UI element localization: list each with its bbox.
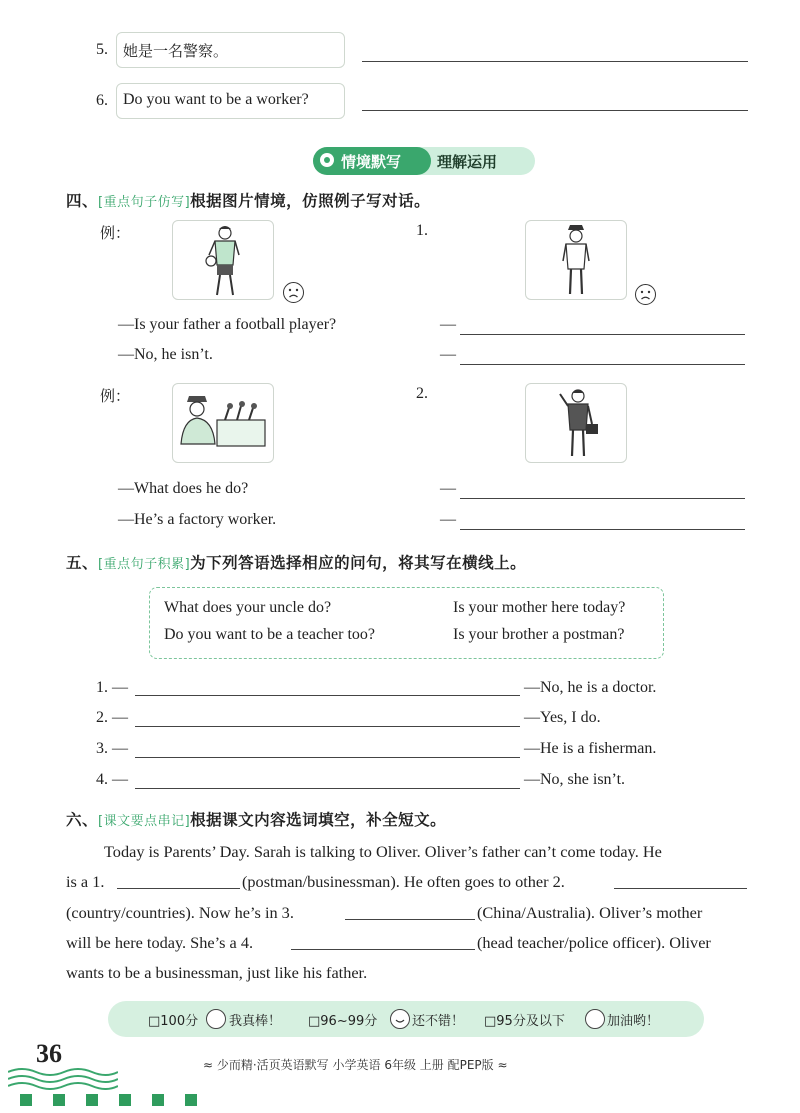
example-2-answer: —He’s a factory worker. — [118, 511, 277, 528]
item-6-text: Do you want to be a worker? — [123, 91, 309, 108]
passage-line-3a: (country/countries). Now he’s in 3. — [66, 903, 294, 922]
option-4: Is your brother a postman? — [453, 626, 625, 643]
example-1-label: 例： — [100, 224, 131, 242]
q5-item-4-number: 4. — — [96, 771, 128, 788]
passage-line-4b: (head teacher/police officer). Oliver — [477, 933, 711, 952]
footer-square — [20, 1094, 32, 1106]
score-96-99-comment: 还不错！ — [412, 1014, 465, 1029]
factory-worker-picture — [172, 383, 274, 463]
score-96-99[interactable]: □96~99分 — [308, 1014, 378, 1029]
blank-2-line[interactable] — [614, 888, 747, 889]
q5-item-3-number: 3. — — [96, 740, 128, 757]
score-95-below[interactable]: □95分及以下 — [484, 1014, 565, 1029]
q5-item-3-line[interactable] — [135, 757, 520, 758]
passage-line-5: wants to be a businessman, just like his father. — [66, 963, 368, 982]
passage-line-4a: will be here today. She’s a 4. — [66, 933, 254, 952]
smile-face-icon — [390, 1009, 410, 1029]
q5-item-4-answer: —No, she isn’t. — [524, 771, 626, 788]
q5-item-1-number: 1. — — [96, 679, 128, 696]
item-5-text: 她是一名警察。 — [123, 42, 229, 60]
score-100[interactable]: □100分 — [148, 1014, 199, 1029]
q5-item-1-answer: —No, he is a doctor. — [524, 679, 657, 696]
example-2-question: —What does he do? — [118, 480, 249, 497]
options-box — [149, 587, 664, 659]
blank-3-line[interactable] — [345, 919, 475, 920]
footer-square — [152, 1094, 164, 1106]
passage-line-2a: is a 1. — [66, 872, 105, 891]
q5-item-1-line[interactable] — [135, 695, 520, 696]
q5-item-3-answer: —He is a fisherman. — [524, 740, 657, 757]
score-bar — [108, 1001, 704, 1037]
passage-line-3b: (China/Australia). Oliver’s mother — [477, 903, 703, 922]
section-6-tag: [课文要点串记] — [98, 814, 191, 829]
example-1-answer: —No, he isn’t. — [118, 346, 213, 363]
section-5-heading: 五、[重点句子积累]为下列答语选择相应的问句，将其写在横线上。 — [66, 554, 527, 572]
businessman-picture — [525, 383, 627, 463]
item-1-answer-line[interactable] — [460, 364, 745, 365]
police-officer-picture — [525, 220, 627, 300]
item-2-answer-line[interactable] — [460, 529, 745, 530]
section-banner — [313, 147, 535, 175]
item-2-dash-q: — — [440, 480, 456, 497]
section-6-heading: 六、[课文要点串记]根据课文内容选词填空，补全短文。 — [66, 811, 447, 829]
footer-square — [53, 1094, 65, 1106]
option-2: Is your mother here today? — [453, 599, 626, 616]
banner-right-text: 理解运用 — [437, 153, 498, 171]
thumbs-up-icon — [206, 1009, 226, 1029]
footer-square — [119, 1094, 131, 1106]
example-1-question: —Is your father a football player? — [118, 316, 337, 333]
item-6-number: 6. — [96, 92, 108, 109]
item-5-number: 5. — [96, 41, 108, 58]
q5-item-4-line[interactable] — [135, 788, 520, 789]
item-2-dash-a: — — [440, 511, 456, 528]
item-2-number: 2. — [416, 385, 428, 402]
option-1: What does your uncle do? — [164, 599, 332, 616]
football-player-picture — [172, 220, 274, 300]
option-3: Do you want to be a teacher too? — [164, 626, 376, 643]
sad-face-icon — [283, 282, 304, 303]
q5-item-2-answer: —Yes, I do. — [524, 709, 601, 726]
section-5-tag: [重点句子积累] — [98, 557, 191, 572]
section-4-tag: [重点句子仿写] — [98, 195, 191, 210]
item-1-dash-q: — — [440, 316, 456, 333]
score-95-below-comment: 加油哟！ — [607, 1014, 660, 1029]
item-1-question-line[interactable] — [460, 334, 745, 335]
passage-line-2b: (postman/businessman). He often goes to other 2. — [242, 872, 565, 891]
footer-square — [185, 1094, 197, 1106]
item-2-question-line[interactable] — [460, 498, 745, 499]
cheer-face-icon — [585, 1009, 605, 1029]
item-1-number: 1. — [416, 222, 428, 239]
item-5-answer-line[interactable] — [362, 61, 748, 62]
book-title: ≈ 少而精·活页英语默写 小学英语 6年级 上册 配PEP版 ≈ — [203, 1058, 508, 1072]
passage-line-1: Today is Parents’ Day. Sarah is talking to Oliver. Oliver’s father can’t come today. He — [104, 842, 662, 861]
example-2-label: 例： — [100, 387, 131, 405]
wave-decoration-icon — [8, 1066, 118, 1090]
q5-item-2-number: 2. — — [96, 709, 128, 726]
item-5-box — [116, 32, 345, 68]
banner-left-text: 情境默写 — [341, 153, 402, 171]
item-6-answer-line[interactable] — [362, 110, 748, 111]
score-100-comment: 我真棒！ — [229, 1014, 282, 1029]
blank-1-line[interactable] — [117, 888, 240, 889]
footer-square — [86, 1094, 98, 1106]
section-4-heading: 四、[重点句子仿写]根据图片情境，仿照例子写对话。 — [66, 192, 431, 210]
sad-face-icon — [635, 284, 656, 305]
banner-badge-icon — [320, 153, 334, 167]
page-number: 36 — [36, 1039, 62, 1068]
blank-4-line[interactable] — [291, 949, 475, 950]
item-6-box — [116, 83, 345, 119]
q5-item-2-line[interactable] — [135, 726, 520, 727]
item-1-dash-a: — — [440, 346, 456, 363]
